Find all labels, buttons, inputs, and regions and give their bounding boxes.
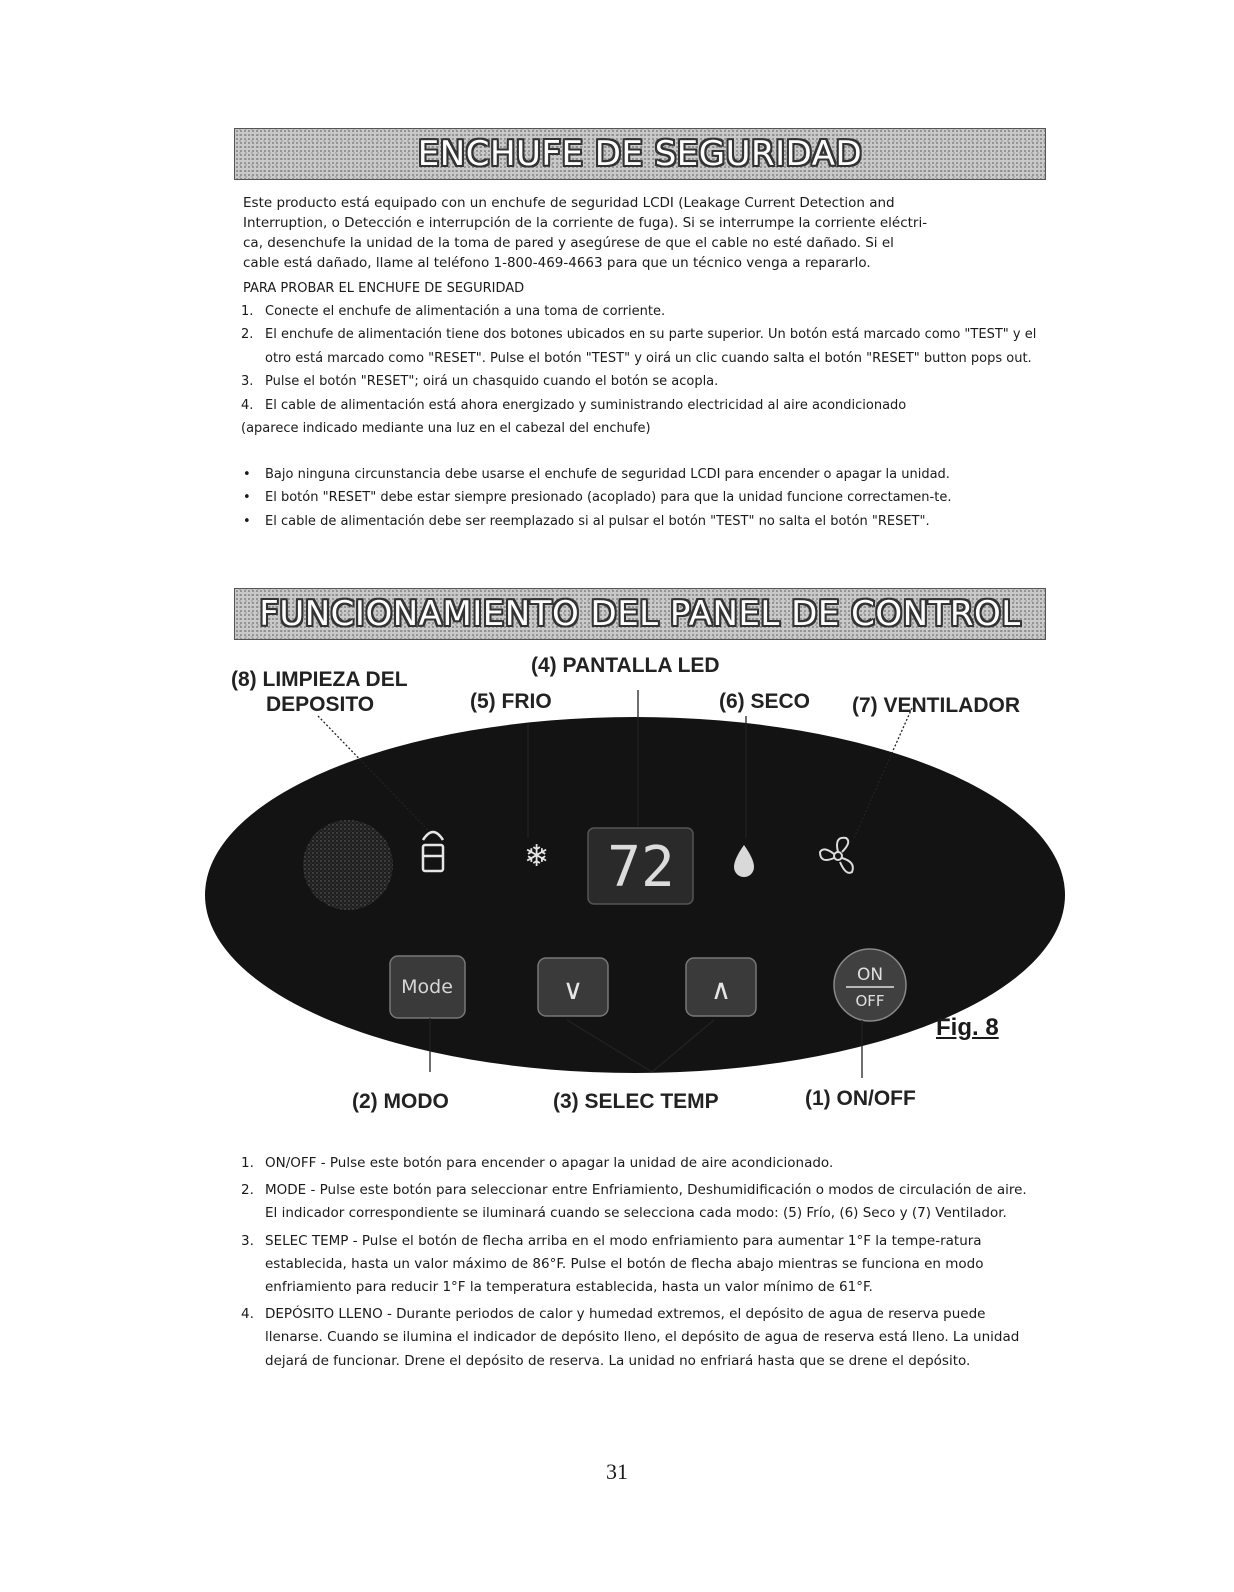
led-display-value: 72 <box>607 835 675 900</box>
chevron-up-icon: ∧ <box>710 973 732 1006</box>
intro-line: ca, desenchufe la unidad de la toma de pared y asegúrese de que el cable no esté dañado. Si el <box>243 235 894 251</box>
mode-button-label: Mode <box>401 976 453 998</box>
list-item: 1. ON/OFF - Pulse este botón para encender o apagar la unidad de aire acondicionado. <box>241 1155 834 1171</box>
section-title: FUNCIONAMIENTO DEL PANEL DE CONTROL <box>259 594 1021 634</box>
label-frio: (5) FRIO <box>470 690 552 713</box>
label-selec-temp: (3) SELEC TEMP <box>553 1090 719 1113</box>
list-item: • Bajo ninguna circunstancia debe usarse el enchufe de seguridad LCDI para encender o apagar la unidad. <box>243 467 950 482</box>
temp-down-button[interactable] <box>538 958 608 1016</box>
step-4-continuation: (aparece indicado mediante una luz en el cabezal del enchufe) <box>241 421 651 437</box>
list-item: 4. El cable de alimentación está ahora energizado y suministrando electricidad al aire acondicionado <box>241 397 907 413</box>
intro-line: Interruption, o Detección e interrupción de la corriente de fuga). Si se interrumpe la corriente eléctri- <box>243 215 928 231</box>
mode-button[interactable] <box>390 956 465 1018</box>
list-item: 1. Conecte el enchufe de alimentación a una toma de corriente. <box>241 304 666 319</box>
list-item: 2. El enchufe de alimentación tiene dos botones ubicados en su parte superior. Un botón está marcado como "TEST" y el otro está marcado como "RESET". Pulse el botón "TEST" y oirá un clic cuando salta el botón "RESET" button pops out. <box>241 327 1037 366</box>
label-ventilador: (7) VENTILADOR <box>852 694 1020 717</box>
label-modo: (2) MODO <box>352 1090 449 1113</box>
label-limpieza: (8) LIMPIEZA DEL <box>231 668 408 691</box>
list-item: 2. MODE - Pulse este botón para seleccionar entre Enfriamiento, Deshumidificación o modos de circulación de aire. El indicador correspondiente se iluminará cuando se selecciona cada modo: (5) Frío, (6) Seco y (7) Ventilador. <box>241 1182 1027 1222</box>
off-label: OFF <box>855 992 885 1010</box>
test-heading: PARA PROBAR EL ENCHUFE DE SEGURIDAD <box>243 281 525 296</box>
page-number: 31 <box>606 1459 628 1484</box>
panel-knob <box>303 820 393 910</box>
label-deposito: DEPOSITO <box>266 693 375 716</box>
label-pantalla: (4) PANTALLA LED <box>531 654 720 677</box>
label-seco: (6) SECO <box>719 690 811 713</box>
temp-up-button[interactable] <box>686 958 756 1016</box>
on-off-button[interactable] <box>834 949 906 1021</box>
list-item: • El botón "RESET" debe estar siempre presionado (acoplado) para que la unidad funcione correctamen-te. <box>243 490 952 506</box>
on-label: ON <box>856 965 884 985</box>
control-descriptions <box>241 1152 1041 1377</box>
snowflake-icon: ❄ <box>524 839 550 874</box>
list-item: 3. Pulse el botón "RESET"; oirá un chasquido cuando el botón se acopla. <box>241 374 719 390</box>
list-item: • El cable de alimentación debe ser reemplazado si al pulsar el botón "TEST" no salta el botón "RESET". <box>243 513 930 529</box>
intro-line: Este producto está equipado con un enchufe de seguridad LCDI (Leakage Current Detection and <box>243 195 895 211</box>
label-onoff: (1) ON/OFF <box>805 1087 916 1110</box>
list-item: 4. DEPÓSITO LLENO - Durante periodos de calor y humedad extremos, el depósito de agua de reserva puede llenarse. Cuando se ilumina el indicador de depósito lleno, el depósito de agua de reserva está lleno. La unidad dejará de funcionar. Drene el depósito de reserva. La unidad no enfriará hasta que se drene el depósito. <box>241 1306 1020 1369</box>
section-title: ENCHUFE DE SEGURIDAD <box>417 134 863 174</box>
figure-label: Fig. 8 <box>936 1014 999 1041</box>
list-item: 3. SELEC TEMP - Pulse el botón de flecha arriba en el modo enfriamiento para aumentar 1°F la tempe-ratura establecida, hasta un valor máximo de 86°F. Pulse el botón de flecha abajo mientras se funciona en modo enfriamiento para reducir 1°F la temperatura establecida, hasta un valor mínimo de 61°F. <box>241 1232 984 1296</box>
chevron-down-icon: ∨ <box>562 973 584 1006</box>
intro-line: cable está dañado, llame al teléfono 1-800-469-4663 para que un técnico venga a repararlo. <box>243 255 871 271</box>
